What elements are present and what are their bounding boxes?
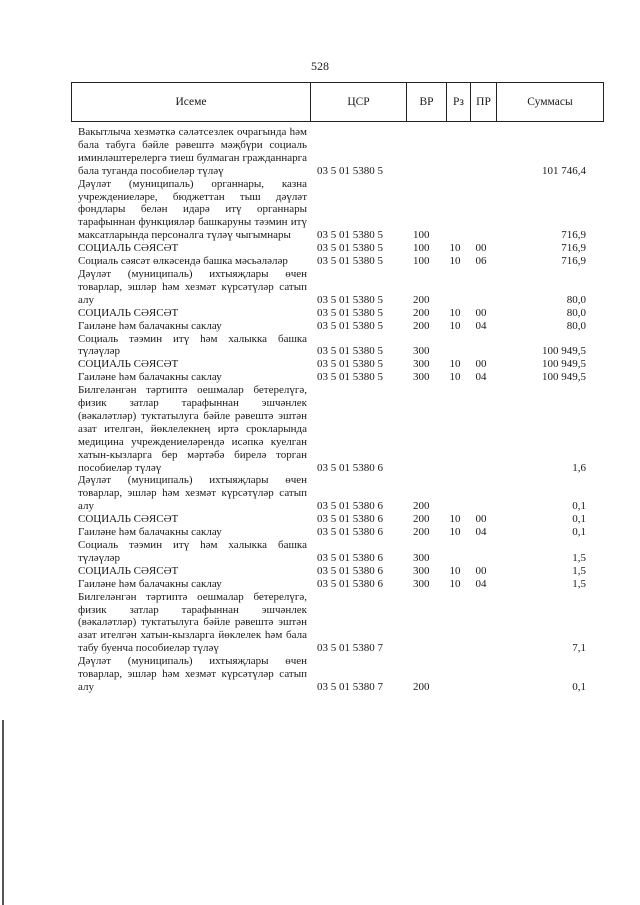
row-csr: 03 5 01 5380 5 — [317, 229, 383, 242]
row-pr: 04 — [475, 319, 487, 332]
row-vr: 300 — [413, 358, 430, 371]
row-rz: 10 — [449, 358, 461, 371]
table-row — [78, 178, 586, 243]
row-sum: 101 746,4 — [542, 164, 586, 177]
row-name: Социаль тәэмин итү һәм халыкка башка түләүләр — [78, 332, 307, 358]
table-row — [78, 255, 586, 268]
row-name: Дәүләт (муниципаль) ихтыяҗлары өчен товарлар, эшләр һәм хезмәт күрсәтүләр сатып алу — [78, 655, 307, 693]
row-csr: 03 5 01 5380 5 — [317, 242, 383, 255]
row-rz: 10 — [449, 306, 461, 319]
row-name: СОЦИАЛЬ СӘЯСӘТ — [78, 306, 179, 319]
table-body — [78, 126, 586, 694]
row-sum: 0,1 — [572, 513, 586, 526]
table-row — [78, 371, 586, 384]
row-vr: 200 — [413, 526, 430, 539]
row-name: Гаиләне һәм балачакны саклау — [78, 319, 222, 332]
row-vr: 300 — [413, 551, 430, 564]
row-sum: 716,9 — [561, 255, 586, 268]
row-name: Дәүләт (муниципаль) ихтыяҗлары өчен товарлар, эшләр һәм хезмәт күрсәтүләр сатып алу — [78, 267, 307, 306]
row-sum: 0,1 — [572, 500, 586, 513]
row-name: Дәүләт (муниципаль) ихтыяҗлары өчен товарлар, эшләр һәм хезмәт күрсәтүләр сатып алу — [78, 474, 307, 513]
header-pr: ПР — [470, 83, 496, 121]
row-name: Билгеләнгән тәртиптә оешмалар бетерелүгә, физик затлар тарафыннан эшчәнлек (вәкаләтләр) туктатылуга бәйле рәвештә эштән азат ителгән, йөклелекнең иртә срокларында медицина учреждениеләрендә исәпкә куелган хатын-кызларга бер мәртәбә бирелә торган пособиеләр түләү — [78, 384, 307, 474]
scan-edge-line — [2, 720, 4, 905]
row-csr: 03 5 01 5380 6 — [317, 513, 383, 526]
row-csr: 03 5 01 5380 5 — [317, 345, 383, 358]
row-name: Дәүләт (муниципаль) органнары, казна учреждениеләре, бюджеттан тыш дәүләт фондлары белән идарә итү органнары тарафыннан функцияләр башкаруны тәэмин итү максатларында персоналга түләү чыгымнары — [78, 177, 307, 242]
row-sum: 1,5 — [572, 564, 586, 577]
row-rz: 10 — [449, 564, 461, 577]
row-name: Вакытлыча хезмәткә сәләтсезлек очрагында һәм бала табуга бәйле рәвештә мәҗбүри социаль иминләштерелергә тиеш булмаган гражданнарга бала туганда пособиеләр түләү — [78, 126, 307, 177]
row-name: СОЦИАЛЬ СӘЯСӘТ — [78, 513, 179, 526]
row-name: Гаиләне һәм балачакны саклау — [78, 577, 222, 590]
table-row — [78, 578, 586, 591]
row-sum: 7,1 — [572, 642, 586, 655]
row-name: Гаиләне һәм балачакны саклау — [78, 371, 222, 384]
table-row — [78, 307, 586, 320]
row-name: СОЦИАЛЬ СӘЯСӘТ — [78, 358, 179, 371]
header-name: Исеме — [175, 96, 207, 108]
row-pr: 00 — [475, 358, 487, 371]
row-vr: 300 — [413, 371, 430, 384]
row-vr: 200 — [413, 293, 430, 306]
row-name: Гаиләне һәм балачакны саклау — [78, 526, 222, 539]
row-vr: 300 — [413, 577, 430, 590]
row-pr: 04 — [475, 577, 487, 590]
row-rz: 10 — [449, 255, 461, 268]
table-row — [78, 268, 586, 307]
table-row — [78, 320, 586, 333]
header-rz: Рз — [446, 83, 470, 121]
table-row — [78, 474, 586, 513]
row-pr: 04 — [475, 371, 487, 384]
row-sum: 80,0 — [566, 293, 586, 306]
row-vr: 200 — [413, 513, 430, 526]
row-csr: 03 5 01 5380 6 — [317, 564, 383, 577]
row-pr: 00 — [475, 242, 487, 255]
row-sum: 0,1 — [572, 680, 586, 693]
row-sum: 100 949,5 — [542, 345, 586, 358]
row-sum: 716,9 — [561, 229, 586, 242]
row-vr: 300 — [413, 564, 430, 577]
row-sum: 0,1 — [572, 526, 586, 539]
table-row — [78, 384, 586, 474]
row-csr: 03 5 01 5380 5 — [317, 164, 383, 177]
row-pr: 04 — [475, 526, 487, 539]
row-name: СОЦИАЛЬ СӘЯСӘТ — [78, 564, 179, 577]
table-row — [78, 126, 586, 178]
row-rz: 10 — [449, 319, 461, 332]
row-csr: 03 5 01 5380 5 — [317, 358, 383, 371]
row-sum: 1,6 — [572, 461, 586, 474]
row-vr: 200 — [413, 500, 430, 513]
row-vr: 100 — [413, 229, 430, 242]
row-rz: 10 — [449, 526, 461, 539]
table-row — [78, 539, 586, 565]
table-row — [78, 565, 586, 578]
table-row — [78, 358, 586, 371]
table-row — [78, 333, 586, 359]
row-rz: 10 — [449, 577, 461, 590]
row-csr: 03 5 01 5380 7 — [317, 642, 383, 655]
row-csr: 03 5 01 5380 6 — [317, 526, 383, 539]
row-sum: 80,0 — [566, 306, 586, 319]
row-sum: 1,5 — [572, 577, 586, 590]
row-vr: 200 — [413, 319, 430, 332]
table-row — [78, 655, 586, 694]
row-csr: 03 5 01 5380 6 — [317, 500, 383, 513]
row-csr: 03 5 01 5380 5 — [317, 306, 383, 319]
row-pr: 00 — [475, 306, 487, 319]
header-csr: ЦСР — [310, 83, 406, 121]
row-csr: 03 5 01 5380 5 — [317, 319, 383, 332]
row-csr: 03 5 01 5380 6 — [317, 461, 383, 474]
row-name: Социаль сәясәт өлкәсендә башка мәсьәләләр — [78, 255, 288, 268]
header-sum: Суммасы — [496, 83, 603, 121]
row-pr: 00 — [475, 513, 487, 526]
table-header — [71, 82, 604, 122]
row-vr: 200 — [413, 680, 430, 693]
row-pr: 00 — [475, 564, 487, 577]
page-number: 528 — [311, 59, 329, 73]
row-sum: 716,9 — [561, 242, 586, 255]
row-name: Социаль тәэмин итү һәм халыкка башка түләүләр — [78, 539, 307, 564]
row-rz: 10 — [449, 371, 461, 384]
row-rz: 10 — [449, 242, 461, 255]
row-rz: 10 — [449, 513, 461, 526]
header-vr: ВР — [406, 83, 446, 121]
row-csr: 03 5 01 5380 7 — [317, 680, 383, 693]
row-vr: 100 — [413, 242, 430, 255]
row-sum: 100 949,5 — [542, 358, 586, 371]
row-sum: 1,5 — [572, 551, 586, 564]
row-vr: 300 — [413, 345, 430, 358]
table-row — [78, 242, 586, 255]
row-sum: 80,0 — [566, 319, 586, 332]
row-csr: 03 5 01 5380 5 — [317, 293, 383, 306]
table-row — [78, 591, 586, 656]
row-name: Билгеләнгән тәртиптә оешмалар бетерелүгә, физик затлар тарафыннан эшчәнлек (вәкаләтләр) туктатылуга бәйле рәвештә эштән азат ителгән хатын-кызларга йөклелек һәм бала табу буенча пособиеләр түләү — [78, 590, 307, 655]
row-csr: 03 5 01 5380 5 — [317, 255, 383, 268]
row-sum: 100 949,5 — [542, 371, 586, 384]
row-csr: 03 5 01 5380 5 — [317, 371, 383, 384]
row-pr: 06 — [475, 255, 487, 268]
table-row — [78, 513, 586, 526]
row-name: СОЦИАЛЬ СӘЯСӘТ — [78, 242, 179, 255]
row-csr: 03 5 01 5380 6 — [317, 577, 383, 590]
row-vr: 200 — [413, 306, 430, 319]
table-row — [78, 526, 586, 539]
row-vr: 100 — [413, 255, 430, 268]
row-csr: 03 5 01 5380 6 — [317, 551, 383, 564]
